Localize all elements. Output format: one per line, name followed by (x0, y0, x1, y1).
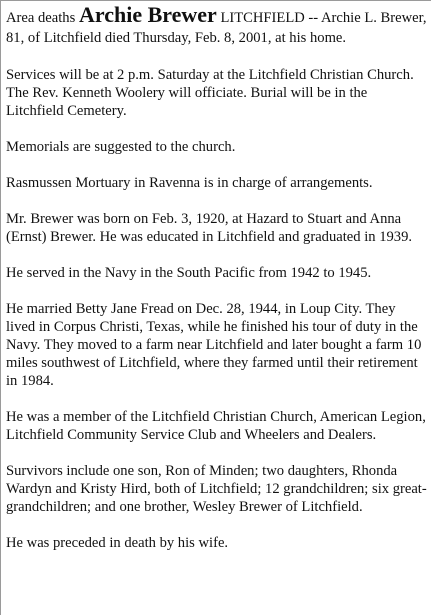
navy-paragraph: He served in the Navy in the South Pacific from 1942 to 1945. (6, 265, 372, 281)
obituary-lead-paragraph (6, 2, 428, 48)
birth-paragraph: Mr. Brewer was born on Feb. 3, 1920, at Hazard to Stuart and Anna (Ernst) Brewer. He was educated in Litchfield and graduated in 1939. (6, 211, 413, 245)
services-paragraph: Services will be at 2 p.m. Saturday at the Litchfield Christian Church. The Rev. Kenneth Woolery will officiate. Burial will be in the Litchfield Cemetery. (6, 67, 414, 119)
lead-text: LITCHFIELD -- Archie L. Brewer, 81, of Litchfield died Thursday, Feb. 8, 2001, at his home. (6, 10, 427, 46)
mortuary-paragraph: Rasmussen Mortuary in Ravenna is in charge of arrangements. (6, 175, 373, 191)
memorials-paragraph: Memorials are suggested to the church. (6, 139, 236, 155)
survivors-paragraph: Survivors include one son, Ron of Minden; two daughters, Rhonda Wardyn and Kristy Hird, both of Litchfield; 12 grandchildren; six great-grandchildren; and one brother, Wesley Brewer of Litchfield. (6, 463, 427, 515)
obituary-article (6, 2, 428, 570)
preceded-paragraph: He was preceded in death by his wife. (6, 535, 229, 551)
section-label: Area deaths (6, 10, 76, 26)
marriage-paragraph: He married Betty Jane Fread on Dec. 28, 1944, in Loup City. They lived in Corpus Christi, Texas, while he finished his tour of duty in the Navy. They moved to a farm near Litchfield and later bought a farm 10 miles southwest of Litchfield, where they farmed until their retirement in 1984. (6, 301, 422, 389)
deceased-name-heading: Archie Brewer (78, 2, 217, 27)
memberships-paragraph: He was a member of the Litchfield Christian Church, American Legion, Litchfield Community Service Club and Wheelers and Dealers. (6, 409, 426, 443)
